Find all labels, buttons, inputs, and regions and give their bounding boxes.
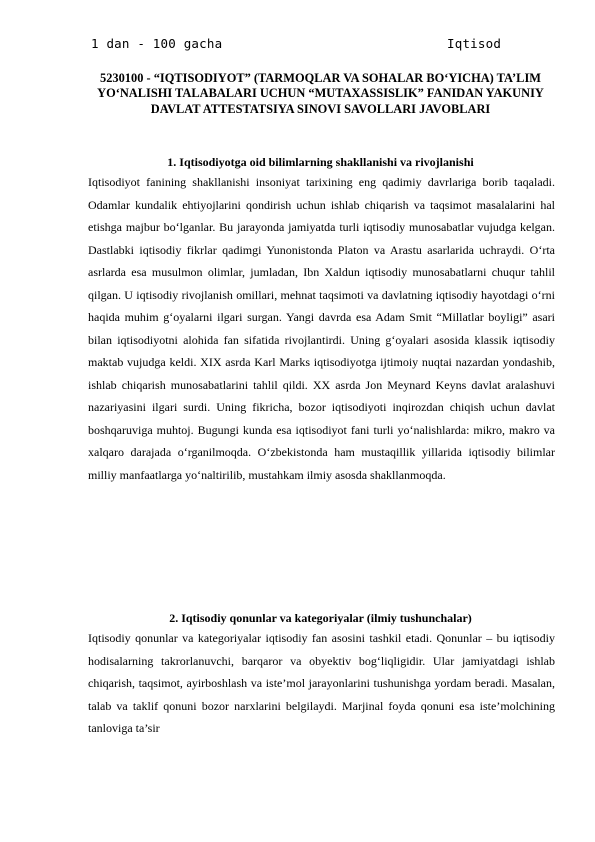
header-right-text: Iqtisod (447, 36, 502, 51)
section-2-heading: 2. Iqtisodiy qonunlar va kategoriyalar (ilmiy tushunchalar) (169, 611, 472, 625)
section-1-heading: 1. Iqtisodiyotga oid bilimlarning shakllanishi va rivojlanishi (167, 155, 474, 169)
section-2-paragraph: Iqtisodiy qonunlar va kategoriyalar iqtisodiy fan asosini tashkil etadi. Qonunlar – bu iqtisodiy hodisalarning takrorlanuvchi, barqaror va obyektiv bog‘liqligidir. Ular jamiyatdagi ishlab chiqarish, taqsimot, ayirboshlash va iste’mol jarayonlarini tushunishga yordam beradi. Masalan, talab va taklif qonuni bozor narxlarini belgilaydi. Marjinal foyda qonuni esa iste’molchining tanloviga ta’sir (88, 631, 555, 735)
header-left-text: 1 dan - 100 gacha (91, 36, 223, 51)
section-1-paragraph: Iqtisodiyot fanining shakllanishi insoniyat tarixining eng qadimiy davrlariga borib taqaladi. Odamlar kundalik ehtiyojlarini qondirish uchun ishlab chiqarish va taqsimot masalalarini hal etishga majbur bo‘lganlar. Bu jarayonda jamiyatda turli iqtisodiy munosabatlar vujudga kelgan. Dastlabki iqtisodiy fikrlar qadimgi Yunonistonda Platon va Arastu asarlarida uchraydi. O‘rta asrlarda esa musulmon olimlar, jumladan, Ibn Xaldun iqtisodiy munosabatlarni chuqur tahlil qilgan. U iqtisodiy rivojlanish omillari, mehnat taqsimoti va davlatning iqtisodiy hayotdagi o‘rni haqida muhim g‘oyalarni ilgari surgan. Yangi davrda esa Adam Smit “Millatlar boyligi” asari bilan iqtisodiyotni alohida fan sifatida rivojlantirdi. Uning g‘oyalari asosida klassik iqtisodiy maktab vujudga keldi. XIX asrda Karl Marks iqtisodiyotga ijtimoiy nuqtai nazardan yondashib, ishlab chiqarish munosabatlarini tahlil qildi. XX asrda Jon Meynard Keyns davlat aralashuvi nazariyasini ilgari surdi. Uning fikricha, bozor iqtisodiyoti inqirozdan chiqish uchun davlat boshqaruviga muhtoj. Bugungi kunda esa iqtisodiyot fani turli yo‘nalishlarda: mikro, makro va xalqaro darajada o‘rganilmoqda. O‘zbekistonda ham mustaqillik yillarida iqtisodiy bilimlar milliy manfaatlarga yo‘naltirilib, mustahkam ilmiy asosda shakllanmoqda. (88, 175, 555, 482)
document-title: 5230100 - “IQTISODIYOT” (TARMOQLAR VA SOHALAR BO‘YICHA) TA’LIM YO‘NALISHI TALABALARI UCHUN “MUTAXASSISLIK” FANIDAN YAKUNIY DAVLAT ATTESTATSIYA SINOVI SAVOLLARI JAVOBLARI (97, 71, 544, 116)
